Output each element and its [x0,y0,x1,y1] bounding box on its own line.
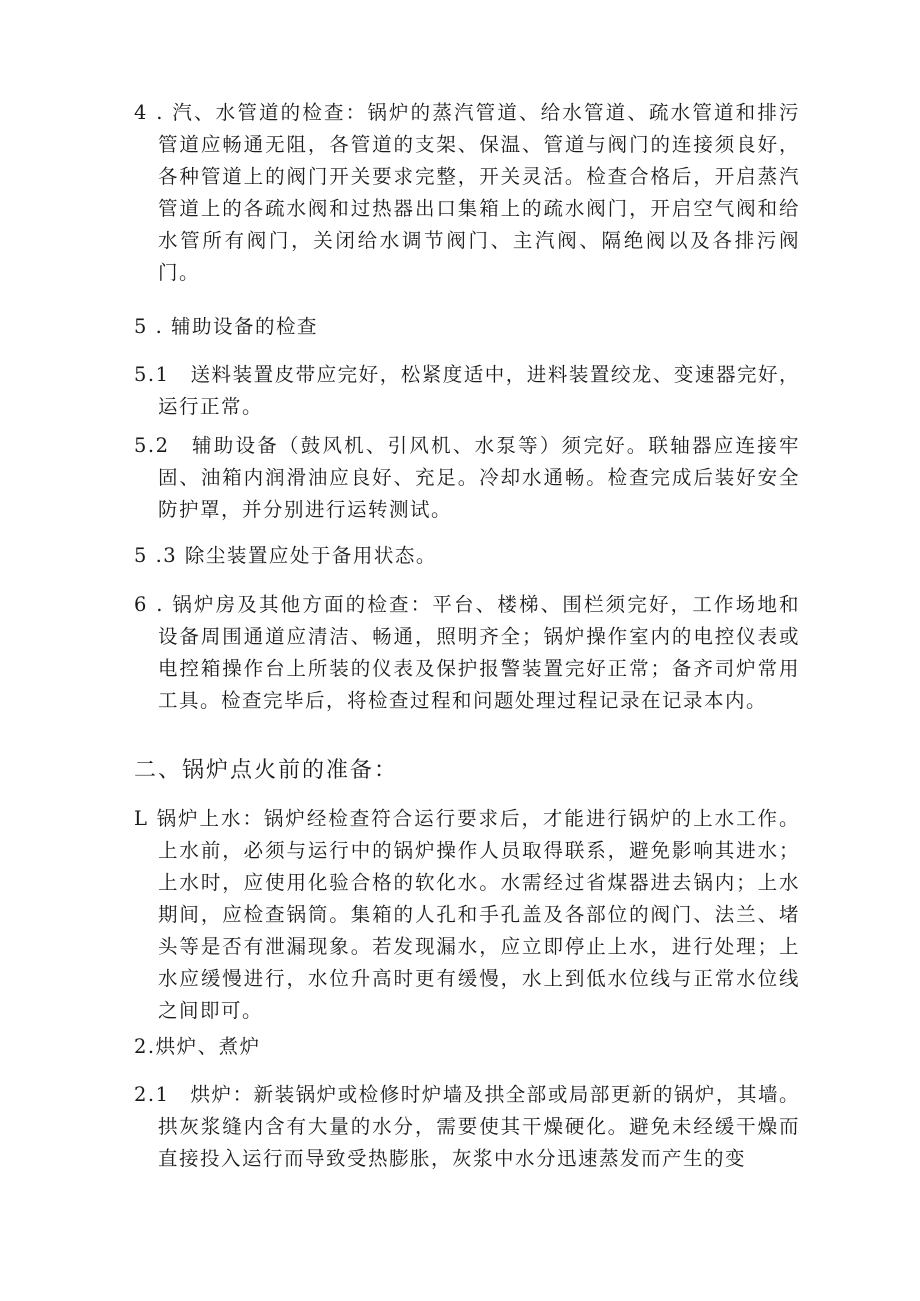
section-heading-preparation: 二、锅炉点火前的准备： [134,758,399,783]
paragraph-2-1-drying: 2.1 烘炉：新装锅炉或检修时炉墙及拱全部或局部更新的锅炉，其墙。拱灰浆缝内含有大量的水分，需要使其干燥硬化。避免未经缓干燥而直接投入运行而导致受热膨胀，灰浆中水分迅速蒸发而产生的变 [134,1083,800,1170]
paragraph-5-3-dust-removal: 5 .3 除尘装置应处于备用状态。 [134,544,437,567]
paragraph-6-boiler-room: 6 . 锅炉房及其他方面的检查：平台、楼梯、围栏须完好，工作场地和设备周围通道应清洁、畅通，照明齐全；锅炉操作室内的电控仪表或电控箱操作台上所装的仪表及保护报警装置完好正常；备齐司炉常用工具。检查完毕后，将检查过程和问题处理过程记录在记录本内。 [134,593,800,712]
paragraph-5-2-auxiliary-equipment: 5.2 辅助设备（鼓风机、引风机、水泵等）须完好。联轴器应连接牢固、油箱内润滑油应良好、充足。冷却水通畅。检查完成后装好安全防护罩，并分别进行运转测试。 [134,434,800,521]
paragraph-2-drying-boiling: 2.烘炉、煮炉 [134,1035,261,1058]
paragraph-4-pipe-inspection: 4 . 汽、水管道的检查：锅炉的蒸汽管道、给水管道、疏水管道和排污管道应畅通无阻，各管道的支架、保温、管道与阀门的连接须良好，各种管道上的阀门开关要求完整，开关灵活。检查合格后，开启蒸汽管道上的各疏水阀和过热器出口集箱上的疏水阀门，开启空气阀和给水管所有阀门，关闭给水调节阀门、主汽阀、隔绝阀以及各排污阀门。 [134,101,800,284]
paragraph-5-1-feeder: 5.1 送料装置皮带应完好，松紧度适中，进料装置绞龙、变速器完好，运行正常。 [134,363,800,418]
paragraph-1-water-filling: L 锅炉上水：锅炉经检查符合运行要求后，才能进行锅炉的上水工作。上水前，必须与运行中的锅炉操作人员取得联系，避免影响其进水；上水时，应使用化验合格的软化水。水需经过省煤器进去锅内；上水期间，应检查锅筒。集箱的人孔和手孔盖及各部位的阀门、法兰、堵头等是否有泄漏现象。若发现漏水，应立即停止上水，进行处理；上水应缓慢进行，水位升高时更有缓慢，水上到低水位线与正常水位线之间即可。 [134,807,800,1022]
paragraph-5-auxiliary-inspection: 5 . 辅助设备的检查 [134,315,319,338]
